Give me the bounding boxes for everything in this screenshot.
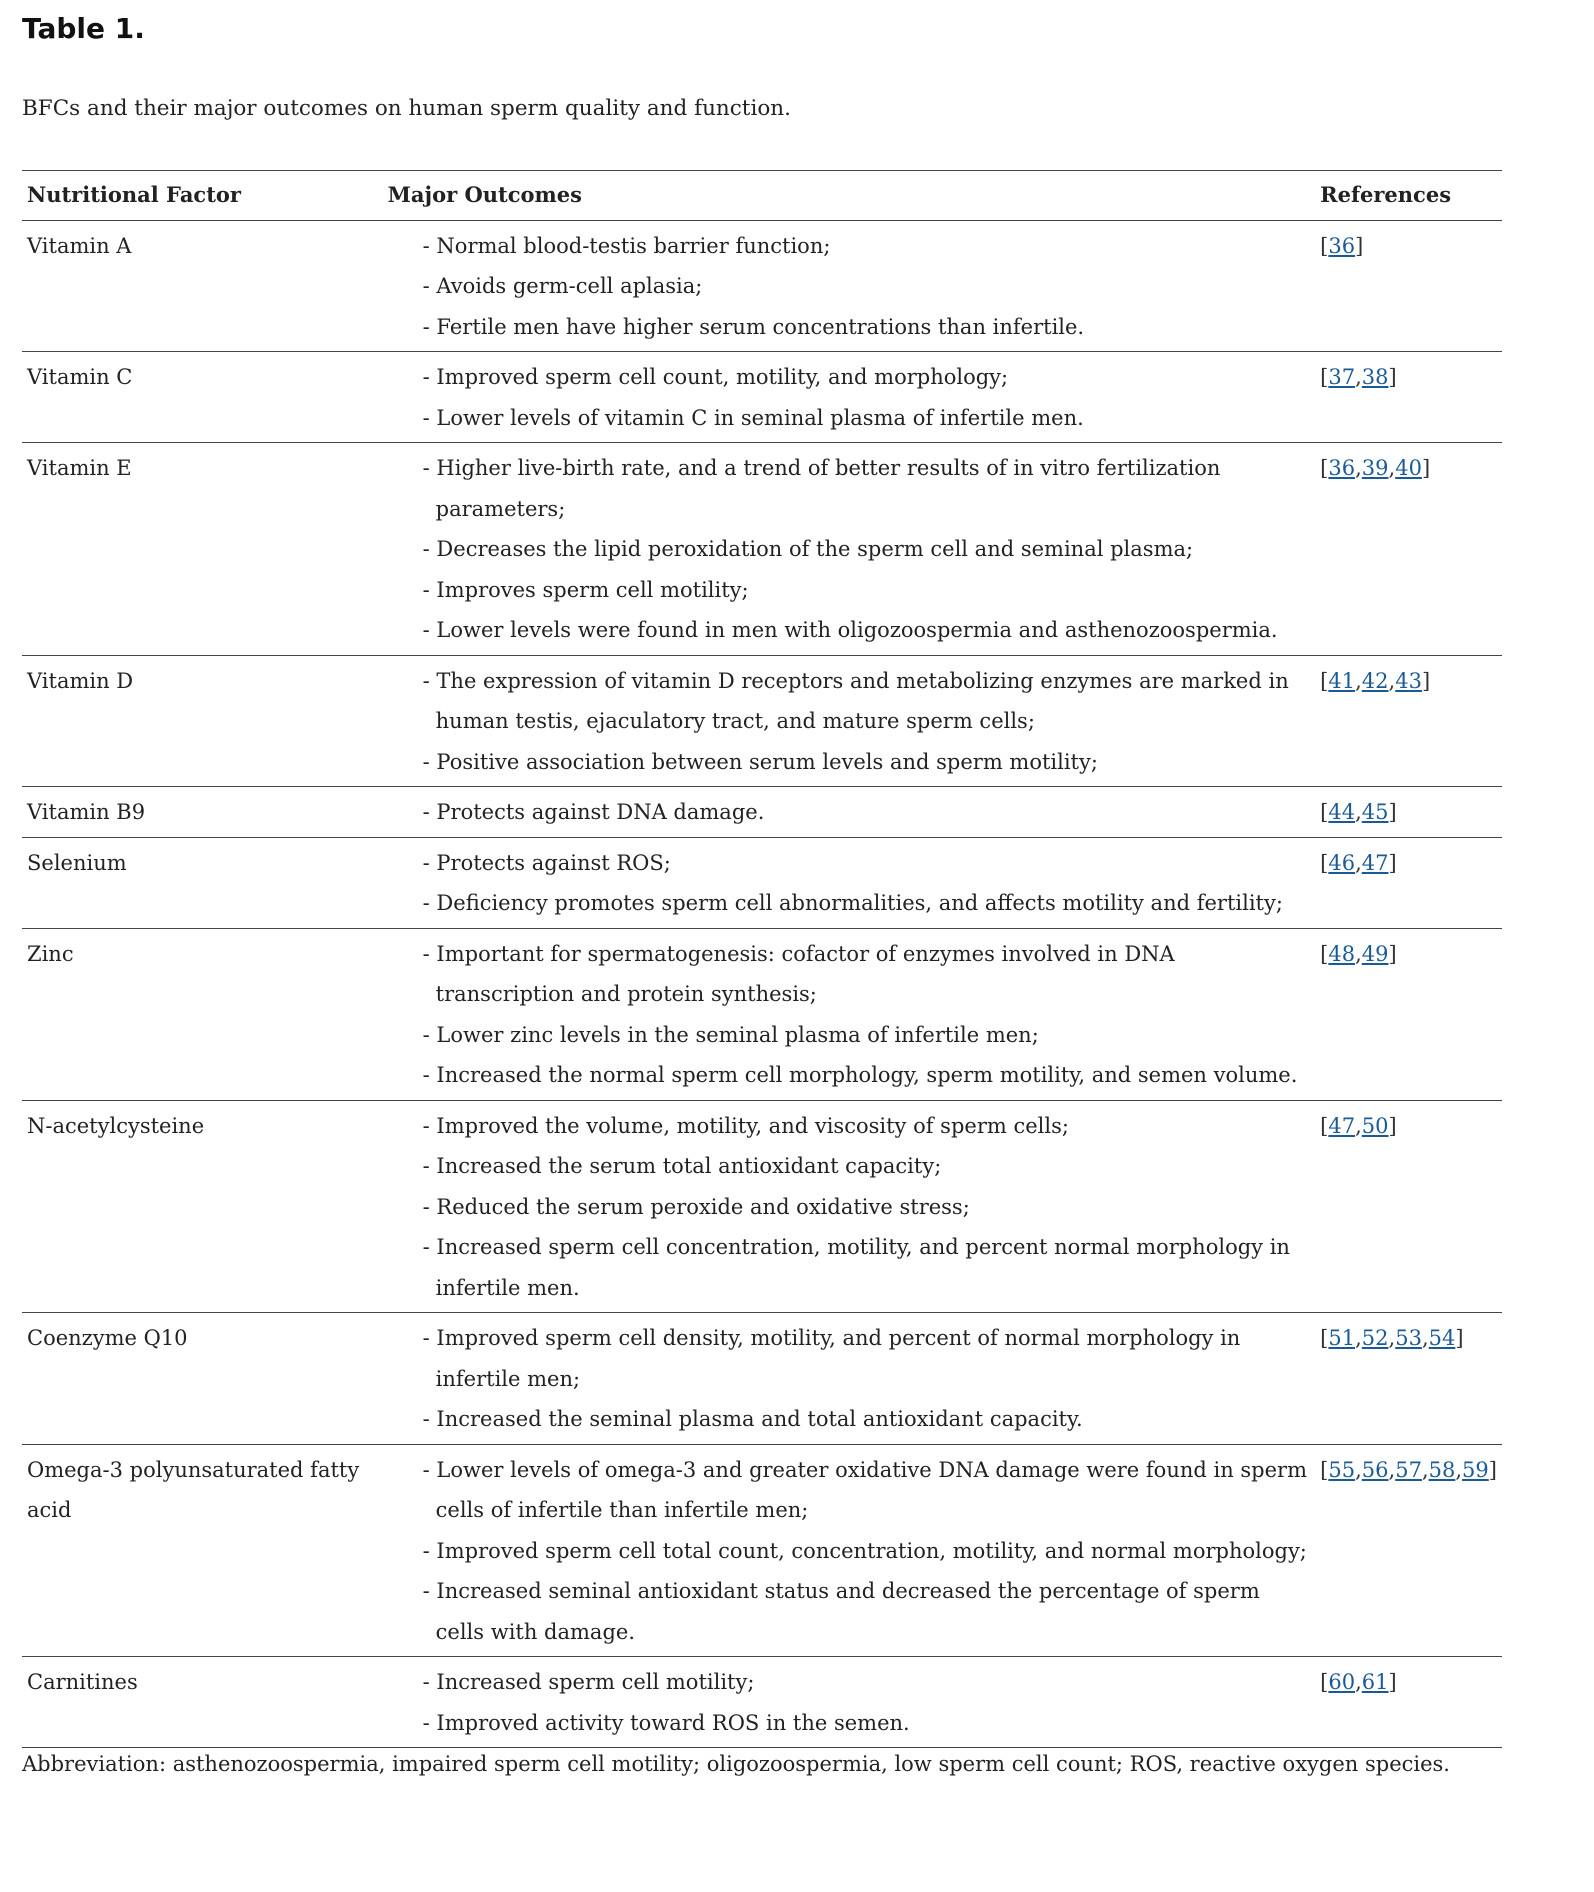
reference-link[interactable]: 61 <box>1361 1670 1389 1694</box>
major-outcomes-cell <box>383 928 1316 1100</box>
nutritional-factor-cell: Vitamin E <box>22 443 383 656</box>
outcome-item: - Increased the serum total antioxidant capacity; <box>422 1154 942 1178</box>
reference-link[interactable]: 47 <box>1361 850 1389 875</box>
table-row <box>22 1313 1502 1445</box>
outcome-item: - Increased sperm cell concentration, motility, and percent normal morphology in infertile men. <box>422 1235 1290 1300</box>
nutritional-factor-cell: Coenzyme Q10 <box>22 1313 383 1445</box>
table-row <box>22 837 1502 928</box>
major-outcomes-cell <box>383 837 1316 928</box>
nutritional-factor-cell: Vitamin D <box>22 655 383 787</box>
outcome-item: - Fertile men have higher serum concentrations than infertile. <box>422 314 1085 339</box>
references-cell: [41,42,43] <box>1315 655 1502 787</box>
outcome-item: - Increased sperm cell motility; <box>422 1670 755 1694</box>
reference-link[interactable]: 41 <box>1328 668 1356 693</box>
references-cell: [46,47] <box>1315 837 1502 928</box>
references-cell: [37,38] <box>1315 352 1502 443</box>
reference-link[interactable]: 53 <box>1395 1326 1422 1350</box>
table-row <box>22 1100 1502 1313</box>
major-outcomes-cell <box>383 1100 1316 1313</box>
reference-link[interactable]: 48 <box>1328 941 1356 966</box>
major-outcomes-cell <box>383 1313 1316 1445</box>
nutritional-factor-cell: Zinc <box>22 928 383 1100</box>
outcome-item: - Increased seminal antioxidant status and decreased the percentage of sperm cells with damage. <box>422 1579 1260 1644</box>
major-outcomes-cell <box>383 1444 1316 1657</box>
outcome-item: - Increased the seminal plasma and total antioxidant capacity. <box>422 1407 1083 1431</box>
outcome-item: - Higher live-birth rate, and a trend of better results of in vitro fertilization parameters; <box>422 456 1221 521</box>
outcome-item: - Improved sperm cell count, motility, and morphology; <box>422 365 1009 389</box>
reference-link[interactable]: 36 <box>1328 233 1356 258</box>
table-row <box>22 352 1502 443</box>
major-outcomes-cell <box>383 352 1316 443</box>
outcome-item: - Protects against ROS; <box>422 850 671 875</box>
outcome-item: - Decreases the lipid peroxidation of the sperm cell and seminal plasma; <box>422 537 1194 561</box>
outcome-item: - Improved activity toward ROS in the semen. <box>422 1710 910 1735</box>
major-outcomes-cell <box>383 220 1316 352</box>
header-references: References <box>1315 171 1502 221</box>
nutritional-factor-cell: Selenium <box>22 837 383 928</box>
reference-link[interactable]: 58 <box>1428 1457 1456 1482</box>
reference-link[interactable]: 56 <box>1361 1457 1389 1482</box>
reference-link[interactable]: 51 <box>1328 1326 1356 1350</box>
references-cell: [60,61] <box>1315 1657 1502 1748</box>
reference-link[interactable]: 44 <box>1328 800 1356 824</box>
reference-link[interactable]: 46 <box>1328 850 1356 875</box>
references-cell: [48,49] <box>1315 928 1502 1100</box>
table-row <box>22 787 1502 838</box>
outcome-item: - Deficiency promotes sperm cell abnormalities, and affects motility and fertility; <box>422 891 1283 915</box>
header-major-outcomes: Major Outcomes <box>383 171 1316 221</box>
references-cell: [44,45] <box>1315 787 1502 838</box>
outcome-item: - Increased the normal sperm cell morphology, sperm motility, and semen volume. <box>422 1063 1298 1087</box>
header-nutritional-factor: Nutritional Factor <box>22 171 383 221</box>
references-cell: [51,52,53,54] <box>1315 1313 1502 1445</box>
table-row <box>22 220 1502 352</box>
outcome-item: - Positive association between serum levels and sperm motility; <box>422 749 1098 774</box>
outcome-item: - Lower levels were found in men with oligozoospermia and asthenozoospermia. <box>422 618 1278 642</box>
reference-link[interactable]: 52 <box>1361 1326 1389 1350</box>
outcome-item: - Lower levels of omega-3 and greater oxidative DNA damage were found in sperm cells of infertile than infertile men; <box>422 1457 1308 1522</box>
outcome-item: - Important for spermatogenesis: cofactor of enzymes involved in DNA transcription and protein synthesis; <box>422 941 1175 1006</box>
references-cell: [36,39,40] <box>1315 443 1502 656</box>
nutritional-factor-cell: Carnitines <box>22 1657 383 1748</box>
references-cell: [47,50] <box>1315 1100 1502 1313</box>
outcome-item: - Improves sperm cell motility; <box>422 577 749 602</box>
reference-link[interactable]: 50 <box>1361 1113 1389 1138</box>
reference-link[interactable]: 59 <box>1462 1457 1489 1482</box>
outcome-item: - Improved sperm cell density, motility, and percent of normal morphology in infertile men; <box>422 1326 1241 1391</box>
nutritional-factor-cell: Vitamin C <box>22 352 383 443</box>
outcome-item: - Reduced the serum peroxide and oxidative stress; <box>422 1194 970 1219</box>
reference-link[interactable]: 54 <box>1428 1326 1456 1350</box>
reference-link[interactable]: 40 <box>1395 456 1422 480</box>
reference-link[interactable]: 39 <box>1361 456 1389 480</box>
references-cell: [36] <box>1315 220 1502 352</box>
outcome-item: - The expression of vitamin D receptors and metabolizing enzymes are marked in human testis, ejaculatory tract, and mature sperm cells; <box>422 668 1289 733</box>
table-row <box>22 655 1502 787</box>
table-row <box>22 1444 1502 1657</box>
outcome-item: - Protects against DNA damage. <box>422 800 765 824</box>
reference-link[interactable]: 45 <box>1361 800 1389 824</box>
reference-link[interactable]: 43 <box>1395 668 1422 693</box>
reference-link[interactable]: 42 <box>1361 668 1389 693</box>
table-footnote: Abbreviation: asthenozoospermia, impaired sperm cell motility; oligozoospermia, low sperm cell count; ROS, reactive oxygen species. <box>22 1752 1450 1776</box>
header-row <box>22 171 1502 221</box>
outcome-item: - Improved the volume, motility, and viscosity of sperm cells; <box>422 1113 1069 1138</box>
table-row <box>22 928 1502 1100</box>
outcome-item: - Lower zinc levels in the seminal plasma of infertile men; <box>422 1022 1039 1047</box>
nutritional-factor-cell: Vitamin B9 <box>22 787 383 838</box>
major-outcomes-cell <box>383 655 1316 787</box>
outcome-item: - Improved sperm cell total count, concentration, motility, and normal morphology; <box>422 1538 1307 1563</box>
reference-link[interactable]: 55 <box>1328 1457 1356 1482</box>
references-cell: [55,56,57,58,59] <box>1315 1444 1502 1657</box>
table-body <box>22 220 1502 1748</box>
outcome-item: - Avoids germ-cell aplasia; <box>422 274 703 298</box>
reference-link[interactable]: 57 <box>1395 1457 1422 1482</box>
major-outcomes-cell <box>383 787 1316 838</box>
table-title: Table 1. <box>22 12 145 45</box>
data-table <box>22 170 1502 1748</box>
reference-link[interactable]: 49 <box>1361 941 1389 966</box>
reference-link[interactable]: 47 <box>1328 1113 1356 1138</box>
major-outcomes-cell <box>383 1657 1316 1748</box>
table-row <box>22 443 1502 656</box>
reference-link[interactable]: 36 <box>1328 456 1356 480</box>
reference-link[interactable]: 37 <box>1328 365 1356 389</box>
outcome-item: - Normal blood-testis barrier function; <box>422 233 831 258</box>
reference-link[interactable]: 60 <box>1328 1670 1356 1694</box>
nutritional-factor-cell: Vitamin A <box>22 220 383 352</box>
table-row <box>22 1657 1502 1748</box>
nutritional-factor-cell: N-acetylcysteine <box>22 1100 383 1313</box>
outcome-item: - Lower levels of vitamin C in seminal plasma of infertile men. <box>422 405 1084 430</box>
major-outcomes-cell <box>383 443 1316 656</box>
nutritional-factor-cell: Omega-3 polyunsaturated fatty acid <box>22 1444 383 1657</box>
table-caption: BFCs and their major outcomes on human sperm quality and function. <box>22 96 791 121</box>
reference-link[interactable]: 38 <box>1361 365 1389 389</box>
